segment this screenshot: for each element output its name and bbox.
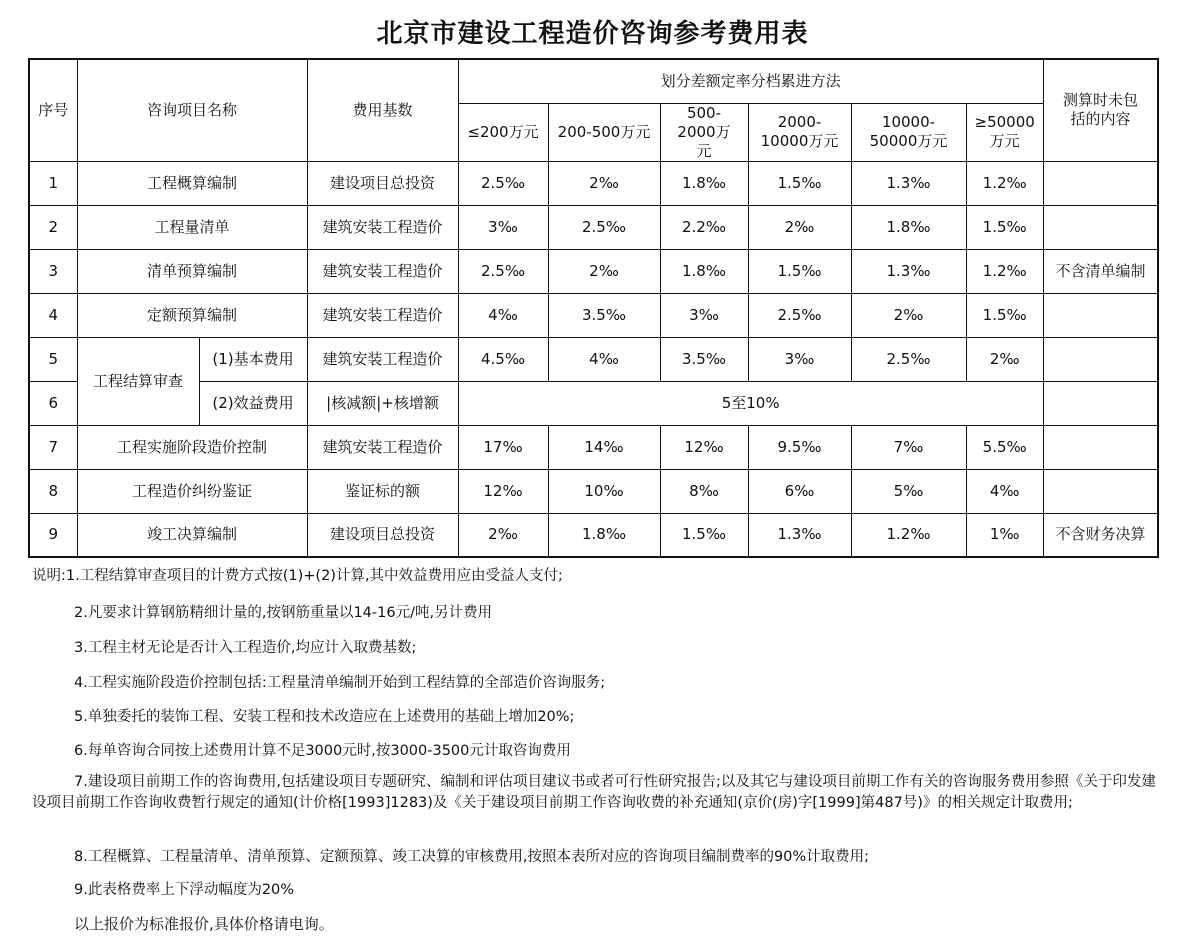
rate-cell: 17‰: [458, 425, 548, 469]
header-item-name: 咨询项目名称: [77, 59, 307, 161]
row-name: 工程造价纠纷鉴证: [77, 469, 307, 513]
note-3: 3.工程主材无论是否计入工程造价,均应计入取费基数;: [74, 640, 417, 656]
note-2: 2.凡要求计算钢筋精细计量的,按钢筋重量以14-16元/吨,另计费用: [74, 605, 493, 621]
row-excluded: [1043, 425, 1158, 469]
rate-cell: 2.5‰: [851, 337, 966, 381]
rate-cell: 4‰: [548, 337, 660, 381]
row-base: 建筑安装工程造价: [307, 425, 458, 469]
rate-cell: 2‰: [966, 337, 1043, 381]
rate-cell: 4.5‰: [458, 337, 548, 381]
row-name: 工程量清单: [77, 205, 307, 249]
row-group-name: 工程结算审查: [77, 337, 199, 425]
rate-cell: 1.5‰: [660, 513, 748, 557]
row-base: 建设项目总投资: [307, 161, 458, 205]
note-7: 7.建设项目前期工作的咨询费用,包括建设项目专题研究、编制和评估项目建议书或者可行性研究报告;以及其它与建设项目前期工作有关的咨询服务费用参照《关于印发建设项目前期工作咨询收费暂行规定的通知(计价格[1993]1283)及《关于建设项目前期工作咨询收费的补充通知(京价(房)字[1999]第487号)》的相关规定计取费用;: [32, 774, 1156, 811]
table-row: [29, 425, 1158, 469]
row-base: 建筑安装工程造价: [307, 337, 458, 381]
rate-cell: 2‰: [458, 513, 548, 557]
row-excluded: [1043, 205, 1158, 249]
header-tier-5: 10000-50000万元: [851, 103, 966, 161]
note-8: 8.工程概算、工程量清单、清单预算、定额预算、竣工决算的审核费用,按照本表所对应的咨询项目编制费率的90%计取费用;: [74, 849, 870, 865]
rate-cell: 1.8‰: [660, 161, 748, 205]
rate-cell: 4‰: [458, 293, 548, 337]
rate-cell: 1‰: [966, 513, 1043, 557]
table-row: [29, 381, 1158, 425]
table-row: [29, 249, 1158, 293]
header-fee-base: 费用基数: [307, 59, 458, 161]
row-excluded: 不含财务决算: [1043, 513, 1158, 557]
row-excluded: 不含清单编制: [1043, 249, 1158, 293]
row-seq: 8: [29, 469, 77, 513]
row-name: 定额预算编制: [77, 293, 307, 337]
row-base: 鉴证标的额: [307, 469, 458, 513]
rate-cell: 3‰: [660, 293, 748, 337]
row-seq: 6: [29, 381, 77, 425]
rate-cell: 3‰: [458, 205, 548, 249]
rate-cell: 6‰: [748, 469, 851, 513]
row-name: 清单预算编制: [77, 249, 307, 293]
row-base: 建筑安装工程造价: [307, 205, 458, 249]
note-1: 说明:1.工程结算审查项目的计费方式按(1)+(2)计算,其中效益费用应由受益人支付;: [32, 568, 563, 584]
rate-cell: 2.5‰: [458, 249, 548, 293]
header-tier-6: ≥50000万元: [966, 103, 1043, 161]
rate-cell: 7‰: [851, 425, 966, 469]
row-seq: 3: [29, 249, 77, 293]
rate-cell: 2.5‰: [748, 293, 851, 337]
table-row: [29, 469, 1158, 513]
rate-cell: 1.3‰: [748, 513, 851, 557]
row-name: 工程概算编制: [77, 161, 307, 205]
header-tier-2: 200-500万元: [548, 103, 660, 161]
rate-cell: 1.5‰: [748, 249, 851, 293]
rate-cell: 1.5‰: [966, 205, 1043, 249]
merged-rate-cell: 5至10%: [458, 381, 1043, 425]
row-excluded: [1043, 381, 1158, 425]
rate-cell: 2‰: [851, 293, 966, 337]
rate-cell: 2‰: [548, 161, 660, 205]
rate-cell: 1.8‰: [548, 513, 660, 557]
row-seq: 1: [29, 161, 77, 205]
rate-cell: 2.5‰: [548, 205, 660, 249]
rate-cell: 1.2‰: [851, 513, 966, 557]
rate-cell: 1.8‰: [851, 205, 966, 249]
header-tier-4: 2000-10000万元: [748, 103, 851, 161]
page-title: 北京市建设工程造价咨询参考费用表: [376, 19, 809, 49]
header-tier-1: ≤200万元: [458, 103, 548, 161]
closing-note: 以上报价为标准报价,具体价格请电询。: [74, 915, 334, 933]
rate-cell: 3.5‰: [660, 337, 748, 381]
row-excluded: [1043, 293, 1158, 337]
rate-cell: 1.3‰: [851, 161, 966, 205]
row-base: 建设项目总投资: [307, 513, 458, 557]
row-name: 竣工决算编制: [77, 513, 307, 557]
row-excluded: [1043, 337, 1158, 381]
rate-cell: 12‰: [458, 469, 548, 513]
rate-cell: 2‰: [548, 249, 660, 293]
table-row: [29, 161, 1158, 205]
table-row: [29, 513, 1158, 557]
row-excluded: [1043, 469, 1158, 513]
row-base: 建筑安装工程造价: [307, 293, 458, 337]
rate-cell: 1.5‰: [966, 293, 1043, 337]
note-4: 4.工程实施阶段造价控制包括:工程量清单编制开始到工程结算的全部造价咨询服务;: [74, 675, 606, 691]
table-row: [29, 337, 1158, 381]
row-seq: 7: [29, 425, 77, 469]
rate-cell: 4‰: [966, 469, 1043, 513]
rate-cell: 9.5‰: [748, 425, 851, 469]
rate-cell: 12‰: [660, 425, 748, 469]
row-seq: 9: [29, 513, 77, 557]
note-9: 9.此表格费率上下浮动幅度为20%: [74, 882, 295, 898]
rate-cell: 8‰: [660, 469, 748, 513]
rate-cell: 14‰: [548, 425, 660, 469]
rate-cell: 5.5‰: [966, 425, 1043, 469]
rate-cell: 10‰: [548, 469, 660, 513]
rate-cell: 3‰: [748, 337, 851, 381]
row-seq: 2: [29, 205, 77, 249]
row-base: |核减额|+核增额: [307, 381, 458, 425]
header-seq: 序号: [29, 59, 77, 161]
rate-cell: 1.5‰: [748, 161, 851, 205]
row-name: 工程实施阶段造价控制: [77, 425, 307, 469]
rate-cell: 2.2‰: [660, 205, 748, 249]
rate-cell: 3.5‰: [548, 293, 660, 337]
fee-table: [28, 58, 1159, 558]
rate-cell: 2‰: [748, 205, 851, 249]
header-excluded: 测算时未包括的内容: [1043, 59, 1158, 161]
table-row: [29, 205, 1158, 249]
header-tier-3: 500-2000万元: [660, 103, 748, 161]
note-6: 6.每单咨询合同按上述费用计算不足3000元时,按3000-3500元计取咨询费用: [74, 743, 571, 759]
note-5: 5.单独委托的装饰工程、安装工程和技术改造应在上述费用的基础上增加20%;: [74, 709, 575, 725]
row-sub-name: (1)基本费用: [199, 337, 307, 381]
rate-cell: 1.8‰: [660, 249, 748, 293]
rate-cell: 1.3‰: [851, 249, 966, 293]
rate-cell: 1.2‰: [966, 249, 1043, 293]
row-excluded: [1043, 161, 1158, 205]
row-seq: 4: [29, 293, 77, 337]
row-base: 建筑安装工程造价: [307, 249, 458, 293]
rate-cell: 1.2‰: [966, 161, 1043, 205]
rate-cell: 5‰: [851, 469, 966, 513]
table-row: [29, 293, 1158, 337]
header-tier-method: 划分差额定率分档累进方法: [458, 59, 1043, 103]
rate-cell: 2.5‰: [458, 161, 548, 205]
row-seq: 5: [29, 337, 77, 381]
row-sub-name: (2)效益费用: [199, 381, 307, 425]
